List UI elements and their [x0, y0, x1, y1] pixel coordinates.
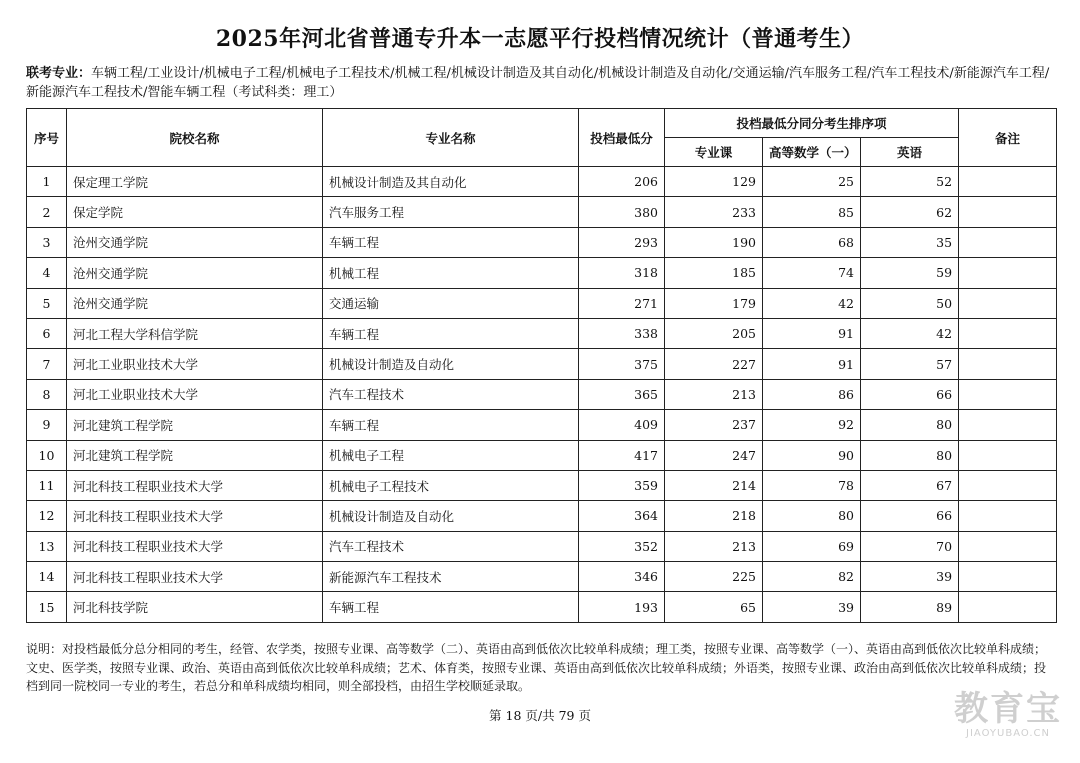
cell-major: 机械设计制造及自动化 [323, 349, 579, 379]
watermark-brand: 教育宝 [954, 689, 1062, 729]
cell-math: 85 [763, 197, 861, 227]
cell-index: 1 [27, 167, 67, 197]
cell-major: 汽车工程技术 [323, 531, 579, 561]
header-math: 高等数学（一） [763, 138, 861, 167]
cell-math: 69 [763, 531, 861, 561]
cell-major-course: 227 [665, 349, 763, 379]
header-major-course: 专业课 [665, 138, 763, 167]
cell-remark [959, 531, 1057, 561]
watermark-url: JIAOYUBAO.CN [966, 728, 1050, 739]
cell-english: 67 [861, 470, 959, 500]
cell-index: 15 [27, 592, 67, 622]
cell-remark [959, 440, 1057, 470]
cell-remark [959, 167, 1057, 197]
cell-major: 机械电子工程 [323, 440, 579, 470]
cell-math: 90 [763, 440, 861, 470]
header-min-score: 投档最低分 [579, 109, 665, 167]
cell-major-course: 213 [665, 379, 763, 409]
table-row [27, 379, 1057, 409]
cell-english: 62 [861, 197, 959, 227]
page-title: 2025年河北省普通专升本一志愿平行投档情况统计（普通考生） [215, 26, 865, 52]
cell-min-score: 380 [579, 197, 665, 227]
watermark-logo [954, 690, 1062, 739]
cell-english: 80 [861, 410, 959, 440]
cell-school: 河北工业职业技术大学 [67, 379, 323, 409]
cell-math: 86 [763, 379, 861, 409]
cell-school: 河北科技工程职业技术大学 [67, 501, 323, 531]
cell-remark [959, 349, 1057, 379]
table-row [27, 227, 1057, 257]
table-row [27, 410, 1057, 440]
cell-major: 机械工程 [323, 258, 579, 288]
cell-major: 车辆工程 [323, 227, 579, 257]
cell-major: 车辆工程 [323, 318, 579, 348]
cell-remark [959, 318, 1057, 348]
cell-index: 5 [27, 288, 67, 318]
cell-major: 车辆工程 [323, 592, 579, 622]
table-row [27, 288, 1057, 318]
cell-min-score: 365 [579, 379, 665, 409]
header-tiebreak-group: 投档最低分同分考生排序项 [665, 109, 959, 138]
cell-math: 39 [763, 592, 861, 622]
header-major: 专业名称 [323, 109, 579, 167]
cell-remark [959, 379, 1057, 409]
cell-school: 河北科技工程职业技术大学 [67, 562, 323, 592]
cell-min-score: 417 [579, 440, 665, 470]
cell-school: 保定理工学院 [67, 167, 323, 197]
explanation-note: 说明：对投档最低分总分相同的考生，经管、农学类，按照专业课、高等数学（二）、英语由高到低依次比较单科成绩；理工类，按照专业课、高等数学（一）、英语由高到低依次比较单科成绩；文史、医学类，按照专业课、政治、英语由高到低依次比较单科成绩；艺术、体育类，按照专业课、英语由高到低依次比较单科成绩；外语类，按照专业课、政治由高到低依次比较单科成绩；投档到同一院校同一专业的考生，若总分和单科成绩均相同，则全部投档，由招生学校顺延录取。 [26, 642, 1047, 693]
cell-math: 78 [763, 470, 861, 500]
cell-major: 机械电子工程技术 [323, 470, 579, 500]
cell-index: 8 [27, 379, 67, 409]
cell-english: 42 [861, 318, 959, 348]
cell-major: 机械设计制造及自动化 [323, 501, 579, 531]
cell-index: 14 [27, 562, 67, 592]
cell-min-score: 318 [579, 258, 665, 288]
cell-english: 57 [861, 349, 959, 379]
cell-major-course: 185 [665, 258, 763, 288]
cell-major-course: 233 [665, 197, 763, 227]
cell-math: 82 [763, 562, 861, 592]
cell-math: 25 [763, 167, 861, 197]
cell-major-course: 214 [665, 470, 763, 500]
cell-english: 50 [861, 288, 959, 318]
cell-english: 52 [861, 167, 959, 197]
cell-min-score: 375 [579, 349, 665, 379]
cell-major-course: 237 [665, 410, 763, 440]
cell-min-score: 338 [579, 318, 665, 348]
cell-school: 河北科技工程职业技术大学 [67, 531, 323, 561]
cell-math: 80 [763, 501, 861, 531]
table-row [27, 318, 1057, 348]
table-row [27, 592, 1057, 622]
cell-index: 7 [27, 349, 67, 379]
cell-min-score: 352 [579, 531, 665, 561]
cell-index: 10 [27, 440, 67, 470]
cell-min-score: 409 [579, 410, 665, 440]
cell-remark [959, 501, 1057, 531]
table-row [27, 440, 1057, 470]
cell-school: 沧州交通学院 [67, 227, 323, 257]
cell-index: 12 [27, 501, 67, 531]
header-index: 序号 [27, 109, 67, 167]
cell-school: 河北建筑工程学院 [67, 440, 323, 470]
cell-index: 6 [27, 318, 67, 348]
table-row [27, 531, 1057, 561]
cell-min-score: 364 [579, 501, 665, 531]
table-row [27, 258, 1057, 288]
cell-major-course: 190 [665, 227, 763, 257]
cell-major-course: 225 [665, 562, 763, 592]
cell-index: 3 [27, 227, 67, 257]
cell-math: 91 [763, 349, 861, 379]
cell-index: 4 [27, 258, 67, 288]
cell-school: 沧州交通学院 [67, 288, 323, 318]
cell-school: 沧州交通学院 [67, 258, 323, 288]
cell-major-course: 205 [665, 318, 763, 348]
cell-major-course: 247 [665, 440, 763, 470]
cell-min-score: 206 [579, 167, 665, 197]
cell-math: 42 [763, 288, 861, 318]
table-row [27, 167, 1057, 197]
cell-index: 9 [27, 410, 67, 440]
cell-school: 河北建筑工程学院 [67, 410, 323, 440]
subjects-label: 联考专业： [26, 66, 92, 81]
cell-remark [959, 410, 1057, 440]
cell-remark [959, 470, 1057, 500]
cell-school: 保定学院 [67, 197, 323, 227]
cell-index: 11 [27, 470, 67, 500]
header-school: 院校名称 [67, 109, 323, 167]
cell-math: 92 [763, 410, 861, 440]
header-english: 英语 [861, 138, 959, 167]
cell-math: 68 [763, 227, 861, 257]
table-row [27, 501, 1057, 531]
cell-remark [959, 562, 1057, 592]
cell-major-course: 179 [665, 288, 763, 318]
cell-school: 河北科技工程职业技术大学 [67, 470, 323, 500]
cell-english: 35 [861, 227, 959, 257]
cell-school: 河北工业职业技术大学 [67, 349, 323, 379]
cell-major: 新能源汽车工程技术 [323, 562, 579, 592]
table-row [27, 562, 1057, 592]
cell-remark [959, 197, 1057, 227]
cell-english: 89 [861, 592, 959, 622]
cell-english: 66 [861, 379, 959, 409]
cell-major: 汽车工程技术 [323, 379, 579, 409]
cell-min-score: 193 [579, 592, 665, 622]
cell-remark [959, 288, 1057, 318]
cell-english: 39 [861, 562, 959, 592]
cell-english: 80 [861, 440, 959, 470]
cell-major: 汽车服务工程 [323, 197, 579, 227]
cell-math: 91 [763, 318, 861, 348]
cell-school: 河北工程大学科信学院 [67, 318, 323, 348]
cell-min-score: 359 [579, 470, 665, 500]
cell-remark [959, 258, 1057, 288]
cell-remark [959, 592, 1057, 622]
cell-min-score: 293 [579, 227, 665, 257]
subjects-text: 车辆工程/工业设计/机械电子工程/机械电子工程技术/机械工程/机械设计制造及其自动化/机械设计制造及自动化/交通运输/汽车服务工程/汽车工程技术/新能源汽车工程/新能源汽车工程技术/智能车辆工程（考试科类：理工） [26, 66, 1050, 100]
cell-index: 2 [27, 197, 67, 227]
page-number: 第 18 页/共 79 页 [489, 708, 591, 723]
header-remarks: 备注 [959, 109, 1057, 167]
cell-school: 河北科技学院 [67, 592, 323, 622]
cell-min-score: 271 [579, 288, 665, 318]
cell-major: 车辆工程 [323, 410, 579, 440]
cell-major-course: 65 [665, 592, 763, 622]
cell-major-course: 213 [665, 531, 763, 561]
cell-english: 70 [861, 531, 959, 561]
cell-english: 59 [861, 258, 959, 288]
cell-index: 13 [27, 531, 67, 561]
cell-major-course: 218 [665, 501, 763, 531]
cell-remark [959, 227, 1057, 257]
cell-english: 66 [861, 501, 959, 531]
cell-min-score: 346 [579, 562, 665, 592]
table-row [27, 470, 1057, 500]
table-body [27, 167, 1057, 623]
cell-major: 机械设计制造及其自动化 [323, 167, 579, 197]
table-row [27, 349, 1057, 379]
admission-table [26, 108, 1057, 623]
cell-major: 交通运输 [323, 288, 579, 318]
table-row [27, 197, 1057, 227]
cell-math: 74 [763, 258, 861, 288]
exam-subjects [26, 64, 1056, 102]
cell-major-course: 129 [665, 167, 763, 197]
